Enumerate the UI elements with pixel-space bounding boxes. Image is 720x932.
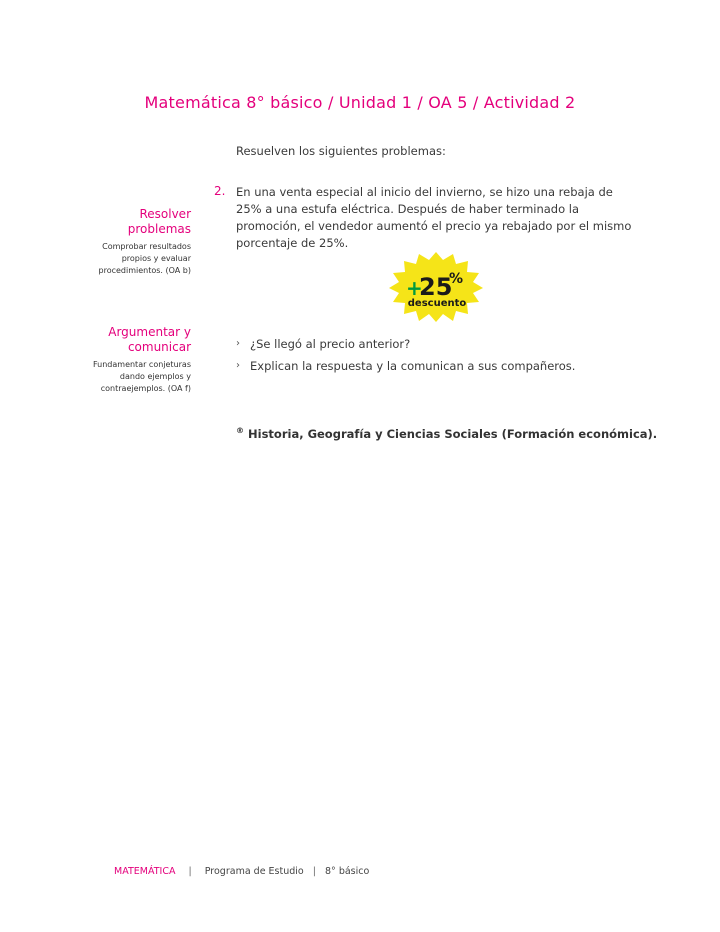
intro-text: Resuelven los siguientes problemas:	[236, 144, 446, 158]
skill-heading: Resolver problemas	[127, 207, 191, 236]
footer-grade: 8° básico	[325, 866, 370, 877]
question-text: ¿Se llegó al precio anterior?	[250, 337, 411, 351]
skill-heading: Argumentar y comunicar	[108, 325, 191, 354]
page-title: Matemática 8° básico / Unidad 1 / OA 5 / Actividad 2	[144, 93, 576, 112]
list-item	[236, 336, 575, 352]
sidebar-skill-resolver	[91, 207, 191, 277]
question-text: Explican la respuesta y la comunican a sus compañeros.	[250, 359, 576, 373]
badge-number: 25	[419, 273, 453, 301]
footer-separator: |	[188, 866, 192, 877]
badge-plus: +	[406, 276, 423, 300]
footer-program: Programa de Estudio	[204, 866, 304, 877]
badge-percent: %	[449, 271, 464, 287]
discount-badge	[388, 251, 484, 323]
badge-label: descuento	[407, 298, 467, 309]
sidebar-skill-argumentar	[91, 325, 191, 395]
chevron-right-icon: ›	[236, 360, 240, 371]
page-footer	[114, 866, 369, 877]
cross-subject-note	[236, 426, 657, 441]
registered-icon: ®	[236, 426, 244, 435]
question-list	[236, 336, 575, 380]
skill-description: Comprobar resultados propios y evaluar procedimientos. (OA b)	[98, 242, 191, 275]
list-item	[236, 358, 575, 374]
problem-text: En una venta especial al inicio del invierno, se hizo una rebaja de 25% a una estufa eléctrica. Después de haber terminado la promoción, el vendedor aumentó el precio ya rebajado por el mismo porcentaje de 25%.	[236, 185, 632, 250]
note-text: Historia, Geografía y Ciencias Sociales (Formación económica).	[248, 426, 658, 441]
chevron-right-icon: ›	[236, 338, 240, 349]
skill-description: Fundamentar conjeturas dando ejemplos y contraejemplos. (OA f)	[92, 360, 191, 393]
footer-subject: MATEMÁTICA	[114, 866, 176, 877]
problem-number: 2.	[214, 184, 226, 198]
footer-separator: |	[312, 866, 316, 877]
